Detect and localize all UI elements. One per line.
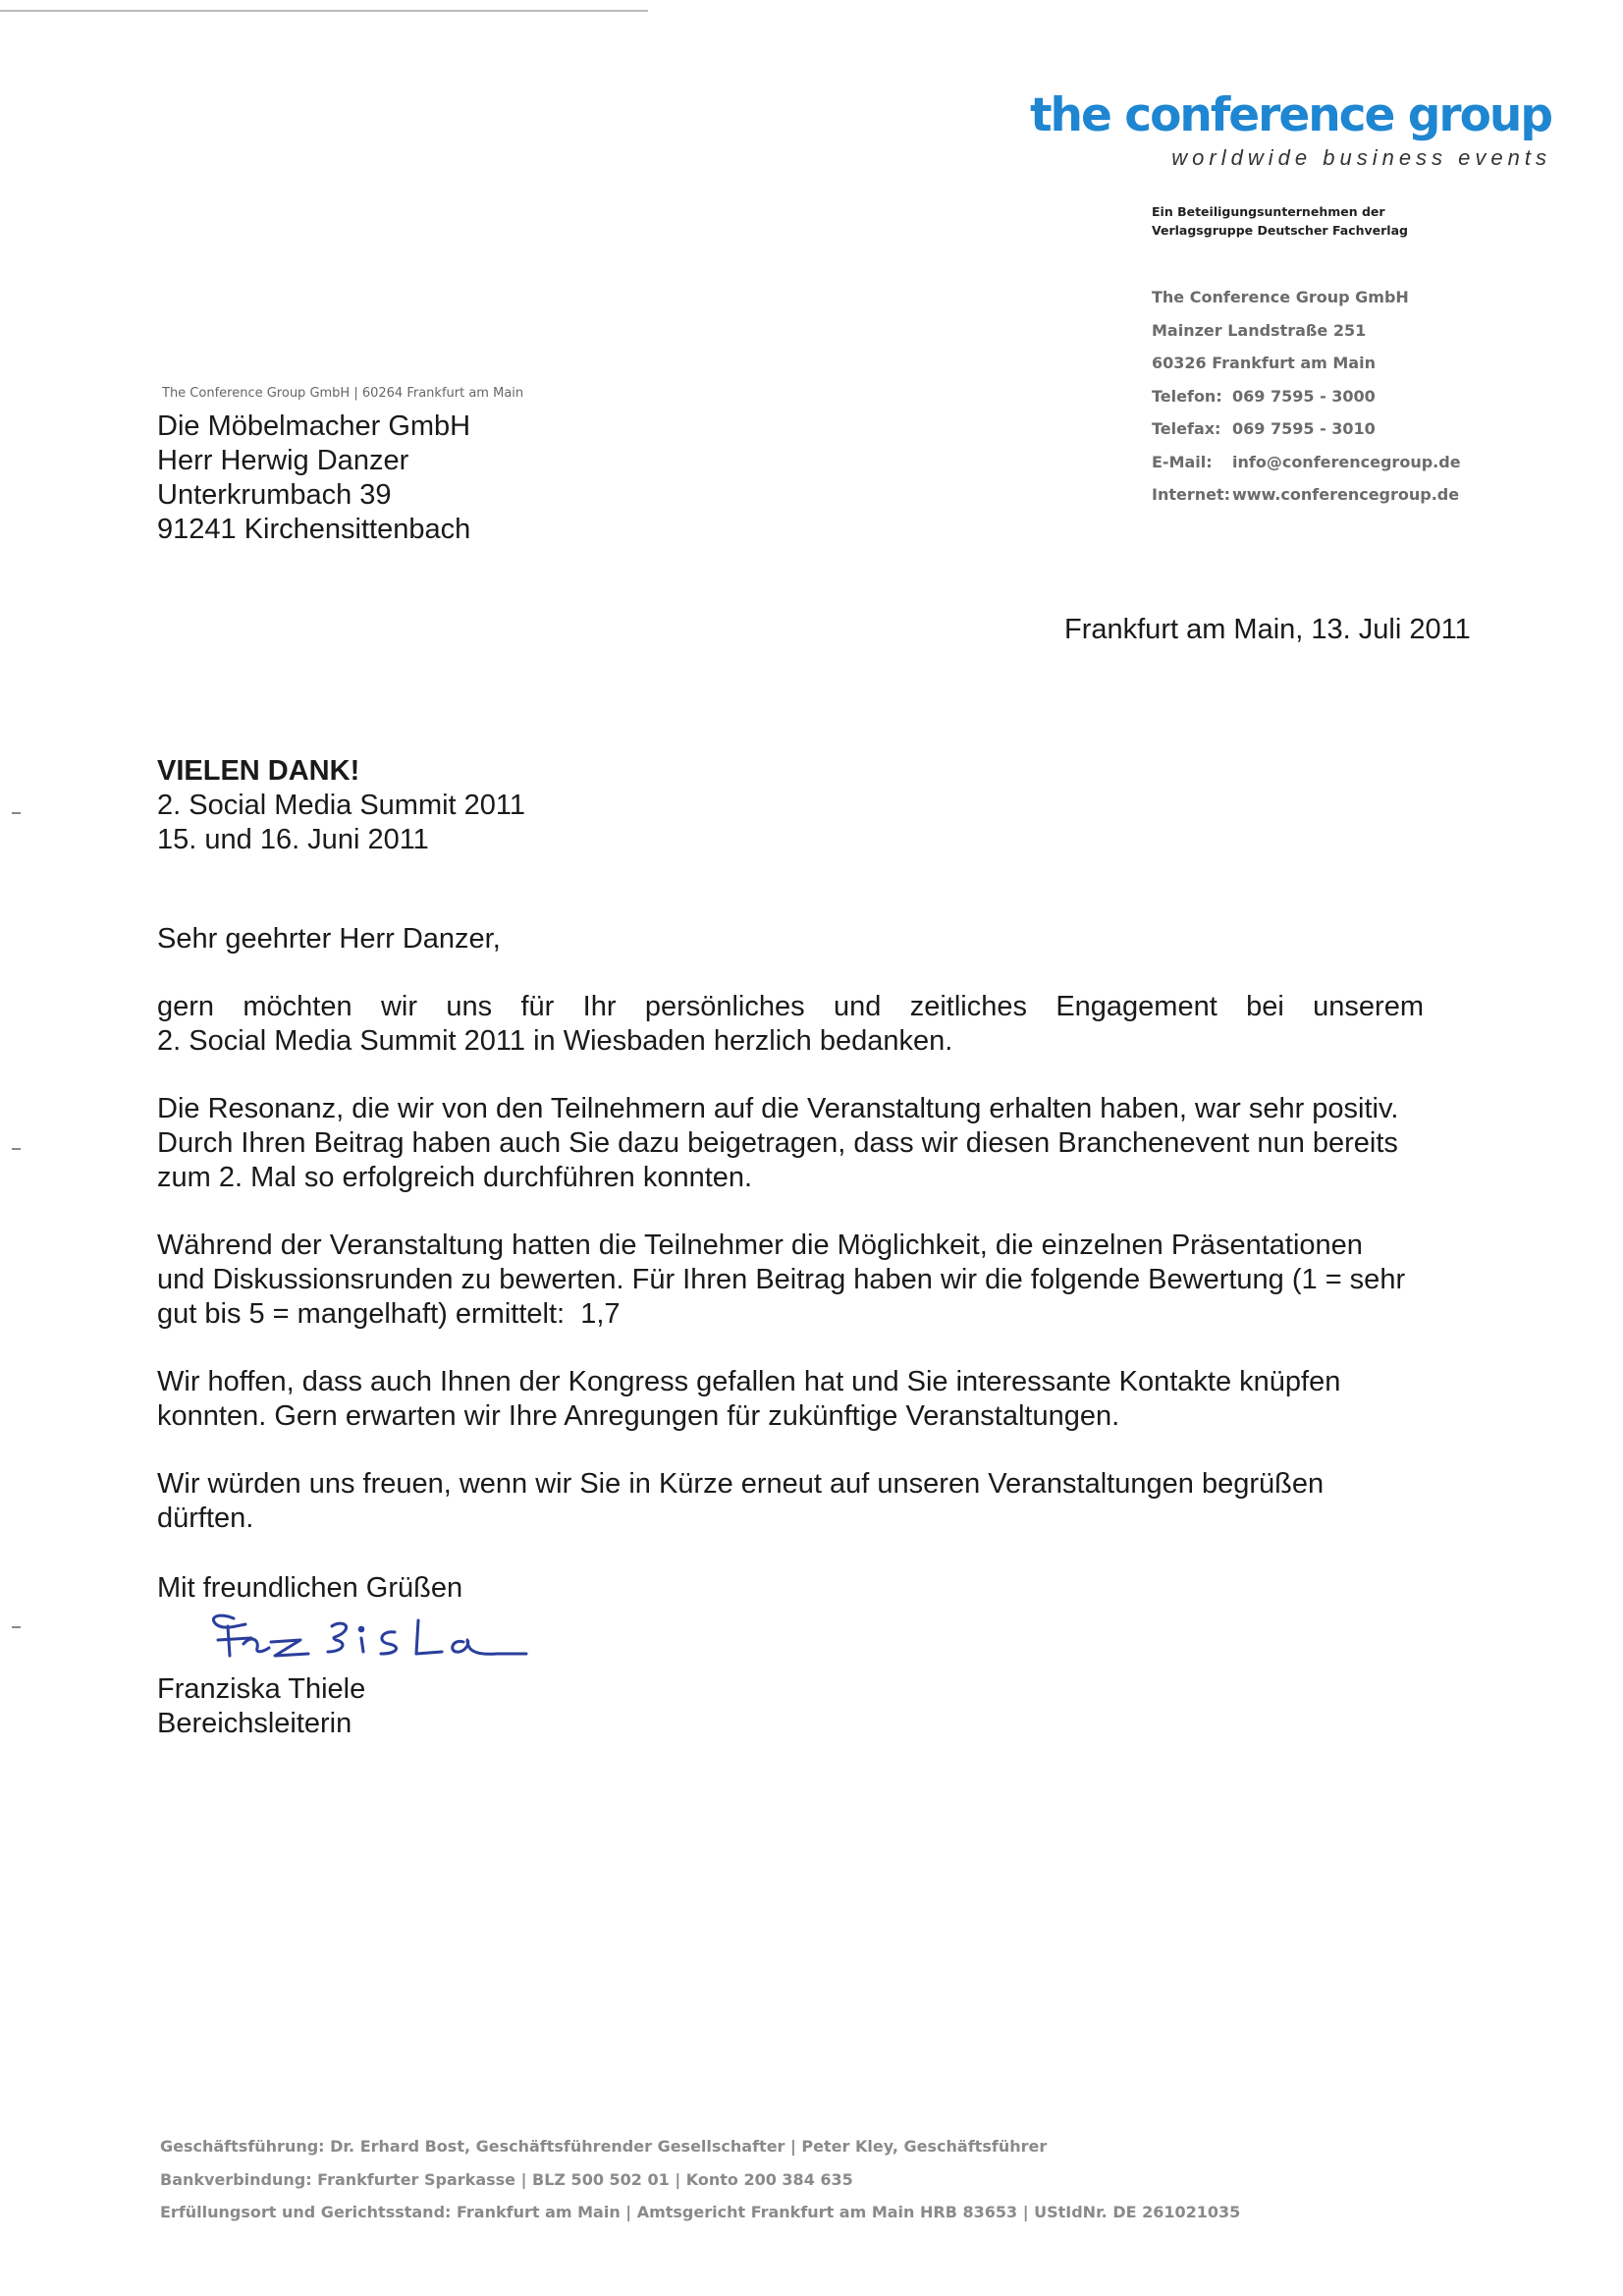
fax-label: Telefax:: [1152, 419, 1221, 438]
web-address: www.conferencegroup.de: [1232, 485, 1460, 504]
fax-number: 069 7595 - 3010: [1232, 419, 1376, 438]
subject-dates: 15. und 16. Juni 2011: [157, 824, 429, 855]
sender-web-row: [1152, 478, 1461, 512]
paragraph-thanks-line1: gern möchten wir uns für Ihr persönliches und zeitliches Engagement bei unserem: [157, 991, 1424, 1022]
footer-bank: Bankverbindung: Frankfurter Sparkasse | BLZ 500 502 01 | Konto 200 384 635: [160, 2169, 853, 2189]
letter-date: Frankfurt am Main, 13. Juli 2011: [1064, 614, 1471, 645]
return-address-line: The Conference Group GmbH | 60264 Frankfurt am Main: [162, 386, 524, 401]
subject-block: [157, 754, 525, 857]
rating-text: Während der Veranstaltung hatten die Teilnehmer die Möglichkeit, die einzelnen Präsentationen und Diskussionsrunden zu bewerten. Für Ihren Beitrag haben wir die folgende Bewertung (1 = sehr gut bis 5 = mangelhaft) ermittelt:: [157, 1230, 1406, 1330]
email-label: E-Mail:: [1152, 452, 1213, 471]
paragraph-thanks-line2: 2. Social Media Summit 2011 in Wiesbaden herzlich bedanken.: [157, 1025, 953, 1057]
sender-fax-row: [1152, 412, 1461, 446]
fold-mark: [12, 1626, 21, 1628]
letter-footer: [160, 2130, 1240, 2229]
footer-management: Geschäftsführung: Dr. Erhard Bost, Geschäftsführender Gesellschafter | Peter Kley, Geschäftsführer: [160, 2137, 1048, 2156]
punch-mark: [12, 1148, 21, 1150]
paragraph-resonance: Die Resonanz, die wir von den Teilnehmern auf die Veranstaltung erhalten haben, war sehr positiv. Durch Ihren Beitrag haben auch Sie dazu beigetragen, dass wir diesen Branchenevent nun bereits zum 2. Mal so erfolgreich durchführen konnten.: [157, 1093, 1399, 1193]
footer-legal: Erfüllungsort und Gerichtsstand: Frankfurt am Main | Amtsgericht Frankfurt am Main HRB 83653 | UStIdNr. DE 261021035: [160, 2203, 1241, 2221]
phone-label: Telefon:: [1152, 386, 1222, 406]
signer-block: [157, 1672, 365, 1741]
sender-address-block: [1152, 281, 1461, 512]
phone-number: 069 7595 - 3000: [1232, 386, 1376, 406]
subject-title: VIELEN DANK!: [157, 755, 360, 787]
paragraph-welcome: Wir würden uns freuen, wenn wir Sie in Kürze erneut auf unseren Veranstaltungen begrüßen dürften.: [157, 1468, 1325, 1534]
fold-mark: [12, 812, 21, 814]
scan-top-edge-line: [0, 10, 648, 12]
paragraph-hope: Wir hoffen, dass auch Ihnen der Kongress gefallen hat und Sie interessante Kontakte knüpfen konnten. Gern erwarten wir Ihre Anregungen für zukünftige Veranstaltungen.: [157, 1366, 1341, 1432]
recipient-address-block: [157, 410, 470, 547]
rating-value: 1,7: [580, 1298, 621, 1330]
recipient-street: Unterkrumbach 39: [157, 479, 392, 511]
sender-phone-row: [1152, 380, 1461, 413]
handwritten-signature: [206, 1603, 530, 1671]
recipient-city: 91241 Kirchensittenbach: [157, 514, 471, 545]
parent-company-note: [1152, 202, 1408, 240]
subject-event: 2. Social Media Summit 2011: [157, 790, 526, 821]
sender-city: 60326 Frankfurt am Main: [1152, 354, 1376, 372]
letter-body: [157, 922, 1424, 1569]
parent-note-line: Verlagsgruppe Deutscher Fachverlag: [1152, 223, 1408, 238]
recipient-name: Herr Herwig Danzer: [157, 445, 409, 476]
company-logo: the conference group: [1030, 88, 1551, 142]
paragraph-rating: [157, 1229, 1414, 1332]
recipient-company: Die Möbelmacher GmbH: [157, 410, 471, 442]
signer-name: Franziska Thiele: [157, 1673, 366, 1705]
closing-phrase: Mit freundlichen Grüßen: [157, 1572, 463, 1604]
sender-company: The Conference Group GmbH: [1152, 288, 1409, 306]
sender-street: Mainzer Landstraße 251: [1152, 320, 1367, 340]
logo-tagline: worldwide business events: [1171, 145, 1551, 170]
parent-note-line: Ein Beteiligungsunternehmen der: [1152, 204, 1385, 219]
signer-title: Bereichsleiterin: [157, 1708, 352, 1739]
web-label: Internet:: [1152, 485, 1231, 504]
email-address: info@conferencegroup.de: [1232, 452, 1461, 471]
salutation: Sehr geehrter Herr Danzer,: [157, 923, 501, 955]
sender-email-row: [1152, 446, 1461, 479]
